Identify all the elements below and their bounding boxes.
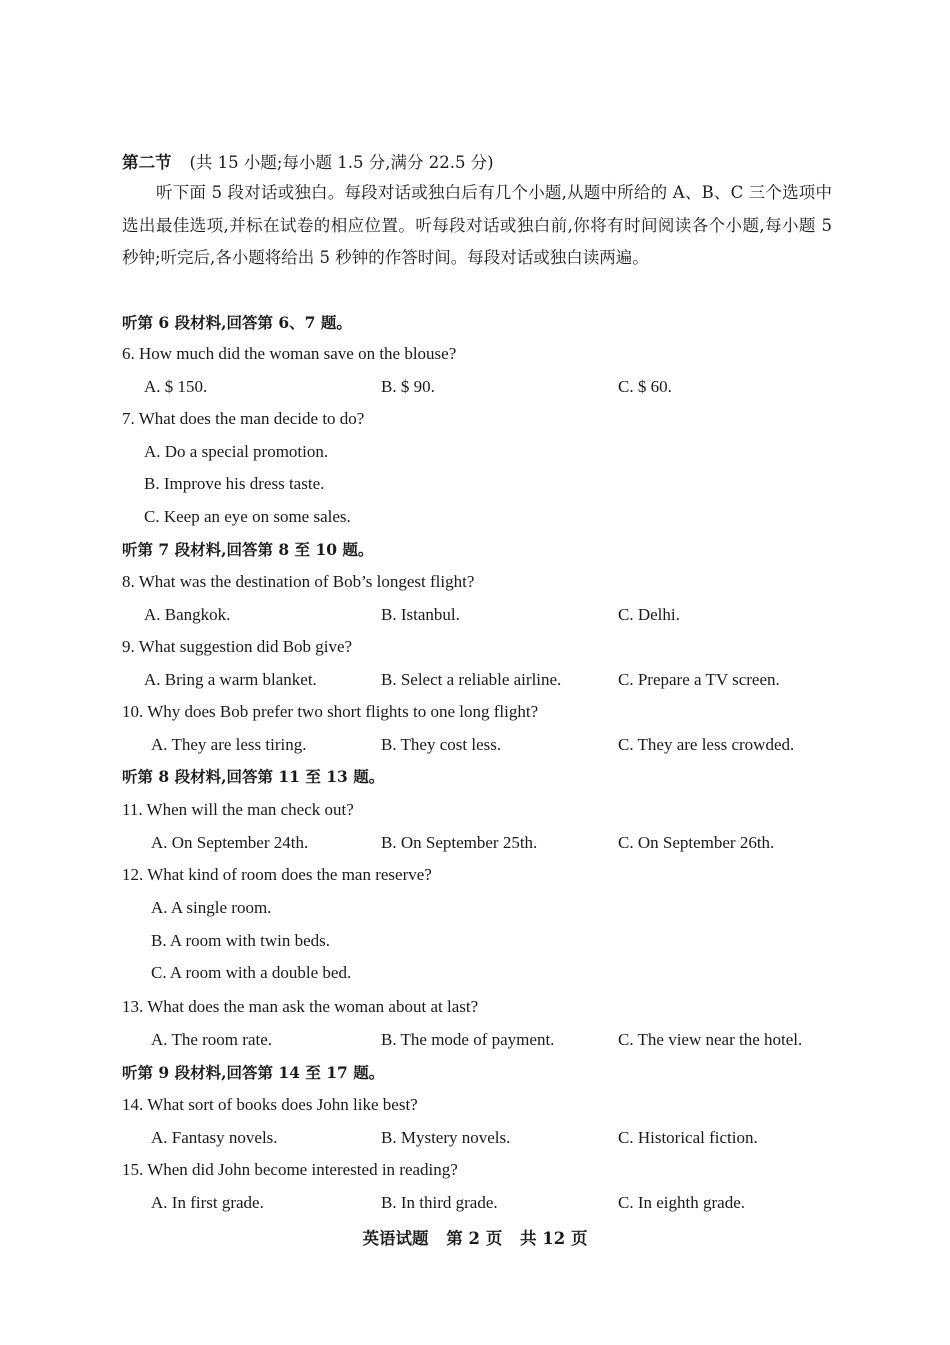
option-11a: A. On September 24th.: [151, 833, 309, 852]
option-12b: B. A room with twin beds.: [151, 931, 330, 950]
section-label: 第二节: [122, 153, 172, 172]
option-6a: A. $ 150.: [144, 377, 208, 396]
footer-total-pages: 共 12 页: [520, 1229, 588, 1248]
option-7c: C. Keep an eye on some sales.: [144, 507, 351, 526]
footer-subject: 英语试题: [362, 1229, 429, 1248]
question-9: 9. What suggestion did Bob give?: [122, 637, 353, 656]
option-6b: B. $ 90.: [381, 377, 435, 396]
option-11b: B. On September 25th.: [381, 833, 538, 852]
section-scoring: (共 15 小题;每小题 1.5 分,满分 22.5 分): [189, 153, 494, 172]
question-8: 8. What was the destination of Bob’s longest flight?: [122, 572, 475, 591]
section-instructions: 听下面 5 段对话或独白。每段对话或独白后有几个小题,从题中所给的 A、B、C 三个选项中选出最佳选项,并标在试卷的相应位置。听每段对话或独白前,你将有时间阅读各个小题,每小题 5 秒钟;听完后,各小题将给出 5 秒钟的作答时间。每段对话或独白读两遍。: [122, 183, 832, 267]
option-14b: B. Mystery novels.: [381, 1128, 511, 1147]
option-13a: A. The room rate.: [151, 1030, 273, 1049]
option-7b: B. Improve his dress taste.: [144, 474, 325, 493]
option-6c: C. $ 60.: [618, 377, 672, 396]
group-heading-7: 听第 7 段材料,回答第 8 至 10 题。: [122, 540, 374, 559]
option-11c: C. On September 26th.: [618, 833, 775, 852]
question-13: 13. What does the man ask the woman about at last?: [122, 997, 479, 1016]
option-9a: A. Bring a warm blanket.: [144, 670, 317, 689]
option-7a: A. Do a special promotion.: [144, 442, 329, 461]
page-footer: [0, 1228, 950, 1250]
option-10c: C. They are less crowded.: [618, 735, 795, 754]
option-12a: A. A single room.: [151, 898, 272, 917]
option-14a: A. Fantasy novels.: [151, 1128, 278, 1147]
option-10a: A. They are less tiring.: [151, 735, 307, 754]
question-6: 6. How much did the woman save on the blouse?: [122, 344, 457, 363]
option-14c: C. Historical fiction.: [618, 1128, 758, 1147]
option-13c: C. The view near the hotel.: [618, 1030, 803, 1049]
option-13b: B. The mode of payment.: [381, 1030, 555, 1049]
group-heading-9: 听第 9 段材料,回答第 14 至 17 题。: [122, 1063, 385, 1082]
option-15c: C. In eighth grade.: [618, 1193, 745, 1212]
option-10b: B. They cost less.: [381, 735, 502, 754]
group-heading-6: 听第 6 段材料,回答第 6、7 题。: [122, 313, 352, 332]
section-title: [122, 152, 494, 174]
question-14: 14. What sort of books does John like best?: [122, 1095, 418, 1114]
option-15b: B. In third grade.: [381, 1193, 498, 1212]
footer-page-number: 第 2 页: [446, 1229, 503, 1248]
option-12c: C. A room with a double bed.: [151, 963, 352, 982]
option-8c: C. Delhi.: [618, 605, 680, 624]
question-10: 10. Why does Bob prefer two short flights to one long flight?: [122, 702, 539, 721]
option-15a: A. In first grade.: [151, 1193, 264, 1212]
group-heading-8: 听第 8 段材料,回答第 11 至 13 题。: [122, 767, 385, 786]
option-8b: B. Istanbul.: [381, 605, 460, 624]
option-8a: A. Bangkok.: [144, 605, 231, 624]
question-15: 15. When did John become interested in reading?: [122, 1160, 458, 1179]
question-12: 12. What kind of room does the man reserve?: [122, 865, 432, 884]
question-7: 7. What does the man decide to do?: [122, 409, 365, 428]
question-11: 11. When will the man check out?: [122, 800, 354, 819]
option-9b: B. Select a reliable airline.: [381, 670, 562, 689]
option-9c: C. Prepare a TV screen.: [618, 670, 780, 689]
